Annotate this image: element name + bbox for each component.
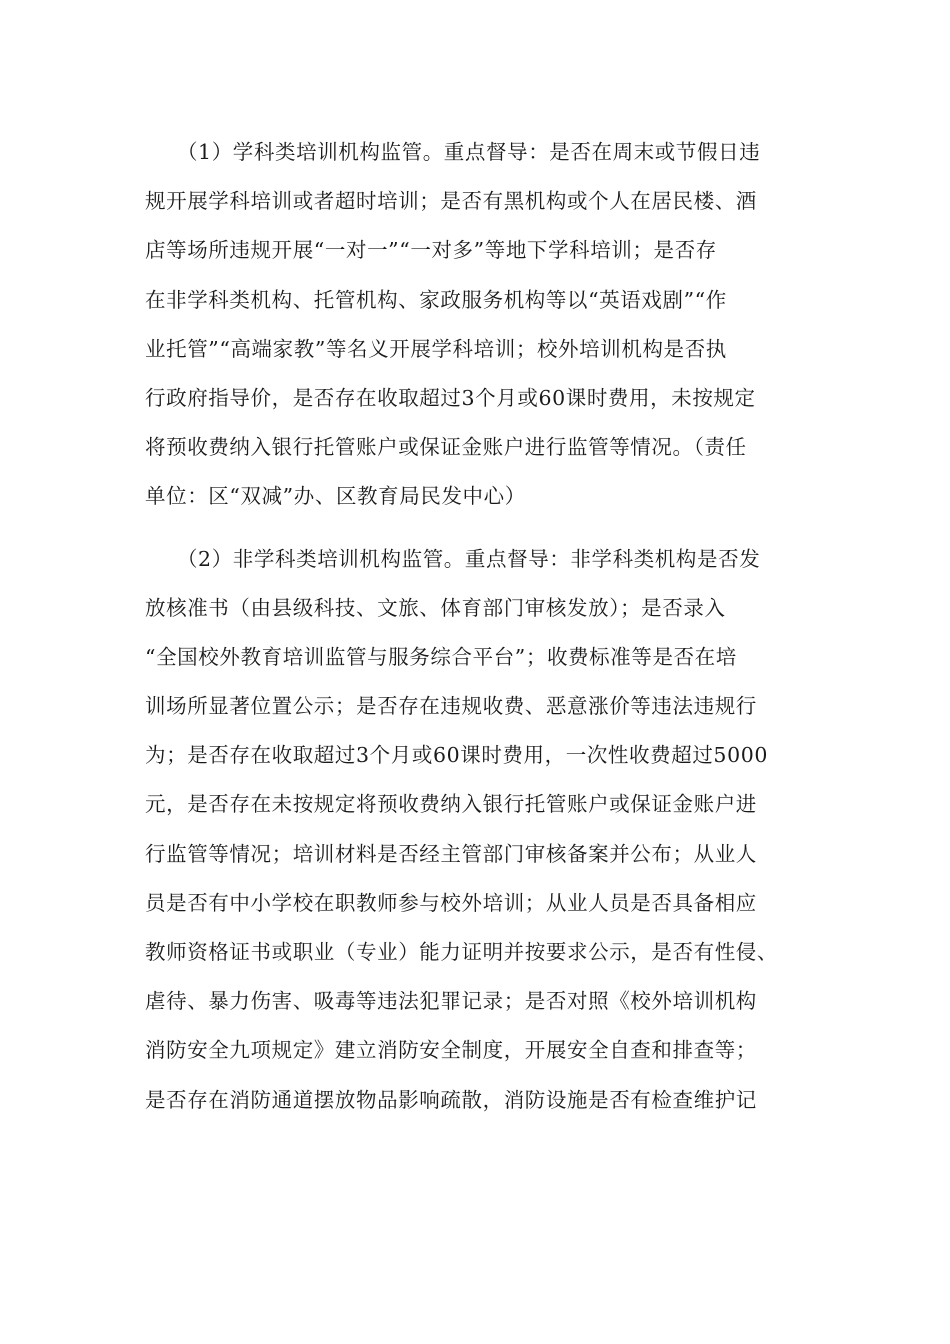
paragraph-1 [145, 128, 805, 522]
text-line: 将预收费纳入银行托管账户或保证金账户进行监管等情况。（责任 [145, 435, 747, 460]
document-page [145, 128, 805, 1125]
text-line: 教师资格证书或职业（专业）能力证明并按要求公示，是否有性侵、 [145, 940, 778, 964]
text-line: 是否存在消防通道摆放物品影响疏散，消防设施是否有检查维护记 [145, 1087, 757, 1112]
text-line: 元，是否存在未按规定将预收费纳入银行托管账户或保证金账户进 [145, 792, 757, 817]
text-line: “全国校外教育培训监管与服务综合平台”；收费标准等是否在培 [145, 644, 737, 669]
text-line: 行监管等情况；培训材料是否经主管部门审核备案并公布；从业人 [145, 841, 757, 866]
text-line: 放核准书（由县级科技、文旅、体育部门审核发放）；是否录入 [145, 595, 726, 620]
text-line: 为；是否存在收取超过3个月或60课时费用，一次性收费超过5000 [145, 743, 768, 768]
text-line: 业托管”“高端家教”等名义开展学科培训；校外培训机构是否执 [145, 336, 727, 361]
text-line: 行政府指导价，是否存在收取超过3个月或60课时费用，未按规定 [145, 385, 756, 410]
paragraph-spacer [145, 522, 805, 535]
text-line: （1）学科类培训机构监管。重点督导：是否在周末或节假日违 [145, 140, 761, 164]
text-line: 员是否有中小学校在职教师参与校外培训；从业人员是否具备相应 [145, 890, 757, 915]
text-line: 消防安全九项规定》建立消防安全制度，开展安全自查和排查等； [145, 1038, 757, 1063]
text-line: （2）非学科类培训机构监管。重点督导：非学科类机构是否发 [145, 546, 761, 571]
text-line: 规开展学科培训或者超时培训；是否有黑机构或个人在居民楼、酒 [145, 189, 757, 214]
text-line: 店等场所违规开展“一对一”“一对多”等地下学科培训；是否存 [145, 238, 717, 263]
paragraph-2 [145, 535, 805, 1125]
text-line: 训场所显著位置公示；是否存在违规收费、恶意涨价等违法违规行 [145, 694, 757, 719]
text-line: 单位：区“双减”办、区教育局民发中心） [145, 484, 526, 509]
text-line: 虐待、暴力伤害、吸毒等违法犯罪记录；是否对照《校外培训机构 [145, 989, 757, 1014]
text-line: 在非学科类机构、托管机构、家政服务机构等以“英语戏剧”“作 [145, 287, 727, 312]
